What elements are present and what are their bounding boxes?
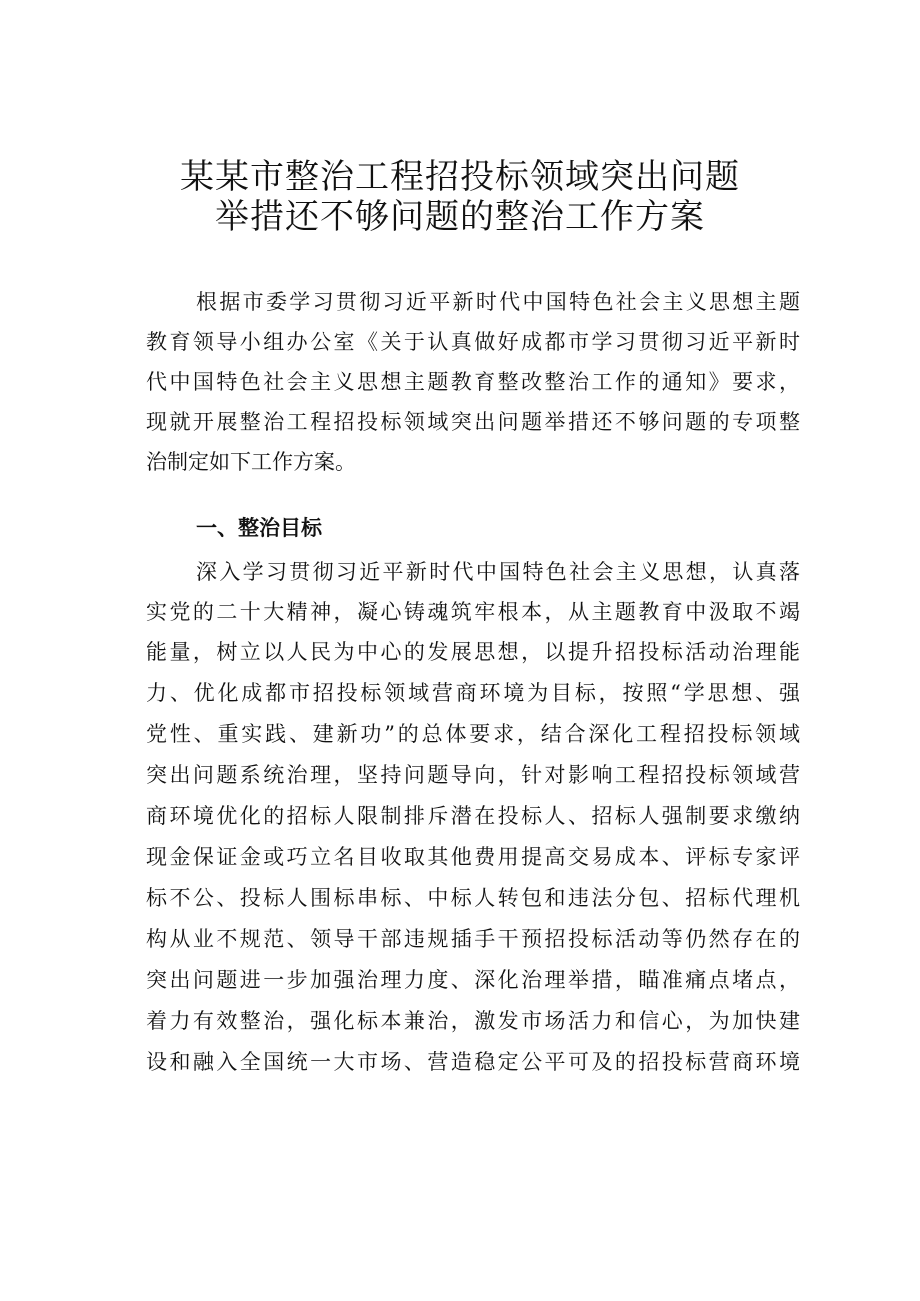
intro-line: 治制定如下工作方案。 xyxy=(146,450,356,474)
intro-line: 现就开展整治工程招投标领域突出问题举措还不够问题的专项整 xyxy=(146,410,800,434)
section-1-line: 实党的二十大精神，凝心铸魂筑牢根本，从主题教育中汲取不竭 xyxy=(146,600,800,624)
section-1-line: 构从业不规范、领导干部违规插手干预招投标活动等仍然存在的 xyxy=(146,927,800,951)
section-1-line: 力、优化成都市招投标领域营商环境为目标，按照“学思想、强 xyxy=(146,681,800,705)
section-1-line: 突出问题系统治理，坚持问题导向，针对影响工程招投标领域营 xyxy=(146,763,800,787)
section-1-line: 设和融入全国统一大市场、营造稳定公平可及的招投标营商环境 xyxy=(146,1050,800,1074)
section-1-line: 突出问题进一步加强治理力度、深化治理举措，瞄准痛点堵点， xyxy=(146,968,800,992)
intro-line: 根据市委学习贯彻习近平新时代中国特色社会主义思想主题 xyxy=(196,290,800,314)
section-1-line: 商环境优化的招标人限制排斥潜在投标人、招标人强制要求缴纳 xyxy=(146,804,800,828)
section-1-line: 深入学习贯彻习近平新时代中国特色社会主义思想，认真落 xyxy=(196,560,800,584)
section-1-line: 着力有效整治，强化标本兼治，激发市场活力和信心，为加快建 xyxy=(146,1009,800,1033)
section-1-line: 标不公、投标人围标串标、中标人转包和违法分包、招标代理机 xyxy=(146,886,800,910)
section-1-heading: 一、整治目标 xyxy=(196,516,322,540)
document-title-line-1: 某某市整治工程招投标领域突出问题 xyxy=(180,157,740,197)
document-title-line-2: 举措还不够问题的整治工作方案 xyxy=(215,197,705,237)
intro-line: 教育领导小组办公室《关于认真做好成都市学习贯彻习近平新时 xyxy=(146,330,800,354)
section-1-line: 党性、重实践、建新功”的总体要求，结合深化工程招投标领域 xyxy=(146,722,800,746)
intro-line: 代中国特色社会主义思想主题教育整改整治工作的通知》要求， xyxy=(146,370,800,394)
section-1-line: 现金保证金或巧立名目收取其他费用提高交易成本、评标专家评 xyxy=(146,845,800,869)
section-1-line: 能量，树立以人民为中心的发展思想，以提升招投标活动治理能 xyxy=(146,640,800,664)
